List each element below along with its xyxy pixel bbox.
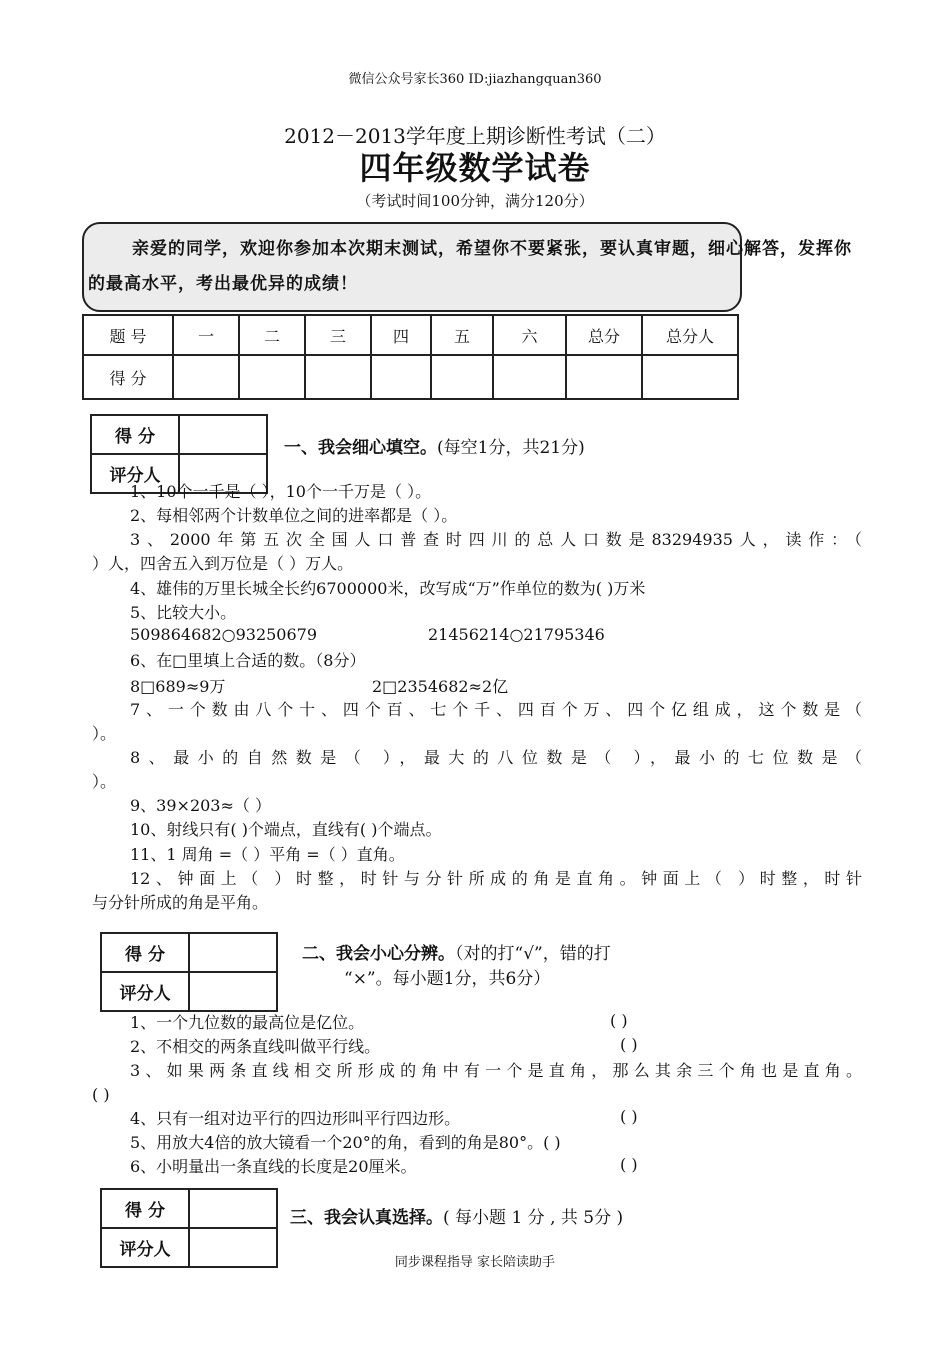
s1-q8-line2: ）。 <box>92 772 117 791</box>
score-header-cell: 六 <box>493 315 566 355</box>
score-table <box>82 314 739 400</box>
score-cell[interactable] <box>173 355 239 399</box>
s1-q7-line2: ）。 <box>92 724 117 743</box>
s2-q2-answer[interactable]: ( ) <box>620 1035 638 1054</box>
score-cell[interactable] <box>566 355 642 399</box>
s1-q5-compare-a: 509864682○93250679 <box>130 625 318 644</box>
s1-q6-item-a: 8□689≈9万 <box>130 677 226 696</box>
s1-q2: 2、每相邻两个计数单位之间的进率都是（ ）。 <box>130 506 458 525</box>
s2-q4-answer[interactable]: ( ) <box>620 1107 638 1126</box>
score-blank[interactable] <box>189 933 277 972</box>
score-header-cell: 总分人 <box>642 315 738 355</box>
score-cell[interactable] <box>371 355 431 399</box>
s2-q2: 2、不相交的两条直线叫做平行线。 <box>130 1037 381 1056</box>
s1-q12-line2: 与分针所成的角是平角。 <box>92 893 269 912</box>
s2-q1-answer[interactable]: ( ) <box>610 1011 628 1030</box>
score-header-cell: 一 <box>173 315 239 355</box>
score-header-cell: 五 <box>431 315 493 355</box>
section1-heading <box>284 433 585 458</box>
s2-q3-line1: 3、如果两条直线相交所形成的角中有一个是直角，那么其余三个角也是直角。 <box>130 1061 862 1080</box>
s2-q6-answer[interactable]: ( ) <box>620 1155 638 1174</box>
s1-q4: 4、雄伟的万里长城全长约6700000米，改写成“万”作单位的数为( )万米 <box>130 579 646 598</box>
s1-q5-compare-b: 21456214○21795346 <box>428 625 605 644</box>
grader-label: 评分人 <box>101 972 189 1011</box>
header-note: 微信公众号家长360 ID:jiazhangquan360 <box>348 72 602 87</box>
grader-label: 评分人 <box>101 1228 189 1267</box>
exam-title: 2012－2013学年度上期诊断性考试（二） <box>284 124 666 148</box>
s1-q8-line1: 8、最小的自然数是（ ），最大的八位数是（ ），最小的七位数是（ <box>130 748 862 767</box>
footer-note: 同步课程指导 家长陪读助手 <box>394 1255 556 1270</box>
s1-q10: 10、射线只有( )个端点，直线有( )个端点。 <box>130 820 442 839</box>
grader-label: 评分人 <box>91 454 179 493</box>
s1-q5: 5、比较大小。 <box>130 603 237 622</box>
score-cell[interactable] <box>239 355 305 399</box>
s1-q6-item-b: 2□2354682≈2亿 <box>372 677 509 696</box>
s1-q3-line1: 3、2000年第五次全国人口普查时四川的总人口数是83294935人，读作：（ <box>130 530 862 549</box>
s1-q6: 6、在□里填上合适的数。（8分） <box>130 651 366 670</box>
s1-q3-line2: ）人，四舍五入到万位是（ ）万人。 <box>92 554 354 573</box>
section2-note2: “×”。每小题1分，共6分） <box>344 969 551 989</box>
s2-q1: 1、一个九位数的最高位是亿位。 <box>130 1013 365 1032</box>
score-header-cell: 二 <box>239 315 305 355</box>
score-header-cell: 四 <box>371 315 431 355</box>
score-cell[interactable] <box>642 355 738 399</box>
s1-q11: 11、1 周角 =（ ）平角 =（ ）直角。 <box>130 845 405 864</box>
score-row-label: 得 分 <box>83 355 173 399</box>
score-label: 得 分 <box>91 415 179 454</box>
s1-q1: 1、10个一千是（ ），10个一千万是（ ）。 <box>130 482 432 501</box>
s1-q12-line1: 12、钟面上（ ）时整，时针与分针所成的角是直角。钟面上（ ）时整，时针 <box>130 869 862 888</box>
s1-q9: 9、39×203≈（ ） <box>130 796 271 815</box>
section2-title: 二、我会小心分辨。 <box>302 944 455 964</box>
greeting-text: 亲爱的同学，欢迎你参加本次期末测试，希望你不要紧张，要认真审题，细心解答，发挥你的最高水平，考出最优异的成绩！ <box>88 239 852 294</box>
grader-blank[interactable] <box>189 972 277 1011</box>
section1-title: 一、我会细心填空。 <box>284 438 437 458</box>
score-cell[interactable] <box>493 355 566 399</box>
s2-q4: 4、只有一组对边平行的四边形叫平行四边形。 <box>130 1109 461 1128</box>
score-blank[interactable] <box>179 415 267 454</box>
score-label: 得 分 <box>101 1189 189 1228</box>
score-label: 得 分 <box>101 933 189 972</box>
score-cell[interactable] <box>431 355 493 399</box>
section1-note: (每空1分，共21分) <box>437 438 585 458</box>
s2-q3-answer[interactable]: ( ) <box>92 1085 110 1104</box>
section3-heading <box>290 1203 623 1228</box>
score-header-cell: 总分 <box>566 315 642 355</box>
score-blank[interactable] <box>189 1189 277 1228</box>
score-table-header-row <box>83 315 738 355</box>
section2-note1: （对的打“√”，错的打 <box>455 944 611 964</box>
score-header-cell: 三 <box>305 315 371 355</box>
paper-title: 四年级数学试卷 <box>359 149 591 187</box>
s2-q5: 5、用放大4倍的放大镜看一个20°的角，看到的角是80°。( ) <box>130 1133 561 1152</box>
s2-q6: 6、小明量出一条直线的长度是20厘米。 <box>130 1157 417 1176</box>
score-cell[interactable] <box>305 355 371 399</box>
s1-q7-line1: 7、一个数由八个十、四个百、七个千、四百个万、四个亿组成，这个数是（ <box>130 700 862 719</box>
exam-subtitle: （考试时间100分钟，满分120分） <box>356 192 594 210</box>
section2-heading <box>302 939 611 964</box>
section2-score-box <box>100 932 278 1012</box>
section3-title: 三、我会认真选择。 <box>290 1208 443 1228</box>
section3-note: ( 每小题 1 分 , 共 5分 ) <box>443 1208 624 1228</box>
score-table-score-row <box>83 355 738 399</box>
score-header-cell: 题 号 <box>83 315 173 355</box>
